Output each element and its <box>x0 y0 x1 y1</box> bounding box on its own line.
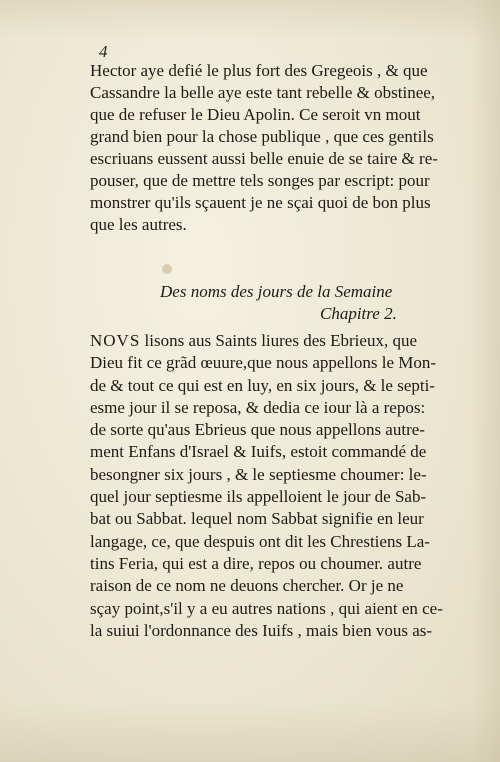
text-line: pouser, que de mettre tels songes par escript: pour <box>90 171 430 190</box>
text-line <box>90 330 485 352</box>
text-line: Dieu fit ce grãd œuure,que nous appellons le Mon- <box>90 353 437 373</box>
page-stain-top <box>0 0 500 40</box>
page-number: 4 <box>99 42 108 61</box>
text-line: langage, ce, que despuis ont dit les Chrestiens La- <box>90 531 430 551</box>
paragraph-1 <box>90 60 485 236</box>
text-line: raison de ce nom ne deuons chercher. Or je ne <box>90 576 404 596</box>
text-line: que de refuser le Dieu Apolin. Ce seroit vn mout <box>90 105 421 124</box>
text-line: monstrer qu'ils sçauent je ne sçai quoi de bon plus <box>90 193 431 212</box>
text-line: Cassandre la belle aye este tant rebelle & obstinee, <box>90 83 436 102</box>
text-line: de & tout ce qui est en luy, en six jours, & le septi- <box>90 375 435 395</box>
first-line-text: lisons aus Saints liures des Ebrieux, que <box>140 331 417 350</box>
chapter-title: Des noms des jours de la Semaine <box>160 282 393 301</box>
ink-blot <box>162 264 172 274</box>
text-line: quel jour septiesme ils appelloient le jour de Sab- <box>90 487 427 507</box>
text-line: bat ou Sabbat. lequel nom Sabbat signifie en leur <box>90 509 424 529</box>
text-line: sçay point,s'il y a eu autres nations , qui aient en ce- <box>90 598 443 618</box>
text-line: escriuans eussent aussi belle enuie de se taire & re- <box>90 149 438 168</box>
drop-word: NOVS <box>90 331 141 350</box>
chapter-number: Chapitre 2. <box>320 304 397 323</box>
text-line: de sorte qu'aus Ebrieus que nous appellons autre- <box>90 420 425 440</box>
text-line: que les autres. <box>90 215 187 234</box>
text-line: esme jour il se reposa, & dedia ce iour là a repos: <box>90 397 426 417</box>
text-line: la suiui l'ordonnance des Iuifs , mais bien vous as- <box>90 620 433 640</box>
chapter-heading <box>160 282 490 324</box>
text-line: ment Enfans d'Israel & Iuifs, estoit commandé de <box>90 442 427 462</box>
page-stain-bottom <box>0 702 500 762</box>
text-line: besongner six jours , & le septiesme choumer: le- <box>90 464 427 484</box>
text-line: tins Feria, qui est a dire, repos ou choumer. autre <box>90 553 422 573</box>
text-line: grand bien pour la chose publique , que ces gentils <box>90 127 434 146</box>
paragraph-2 <box>90 330 485 642</box>
text-line: Hector aye defié le plus fort des Gregeois , & que <box>90 61 428 80</box>
